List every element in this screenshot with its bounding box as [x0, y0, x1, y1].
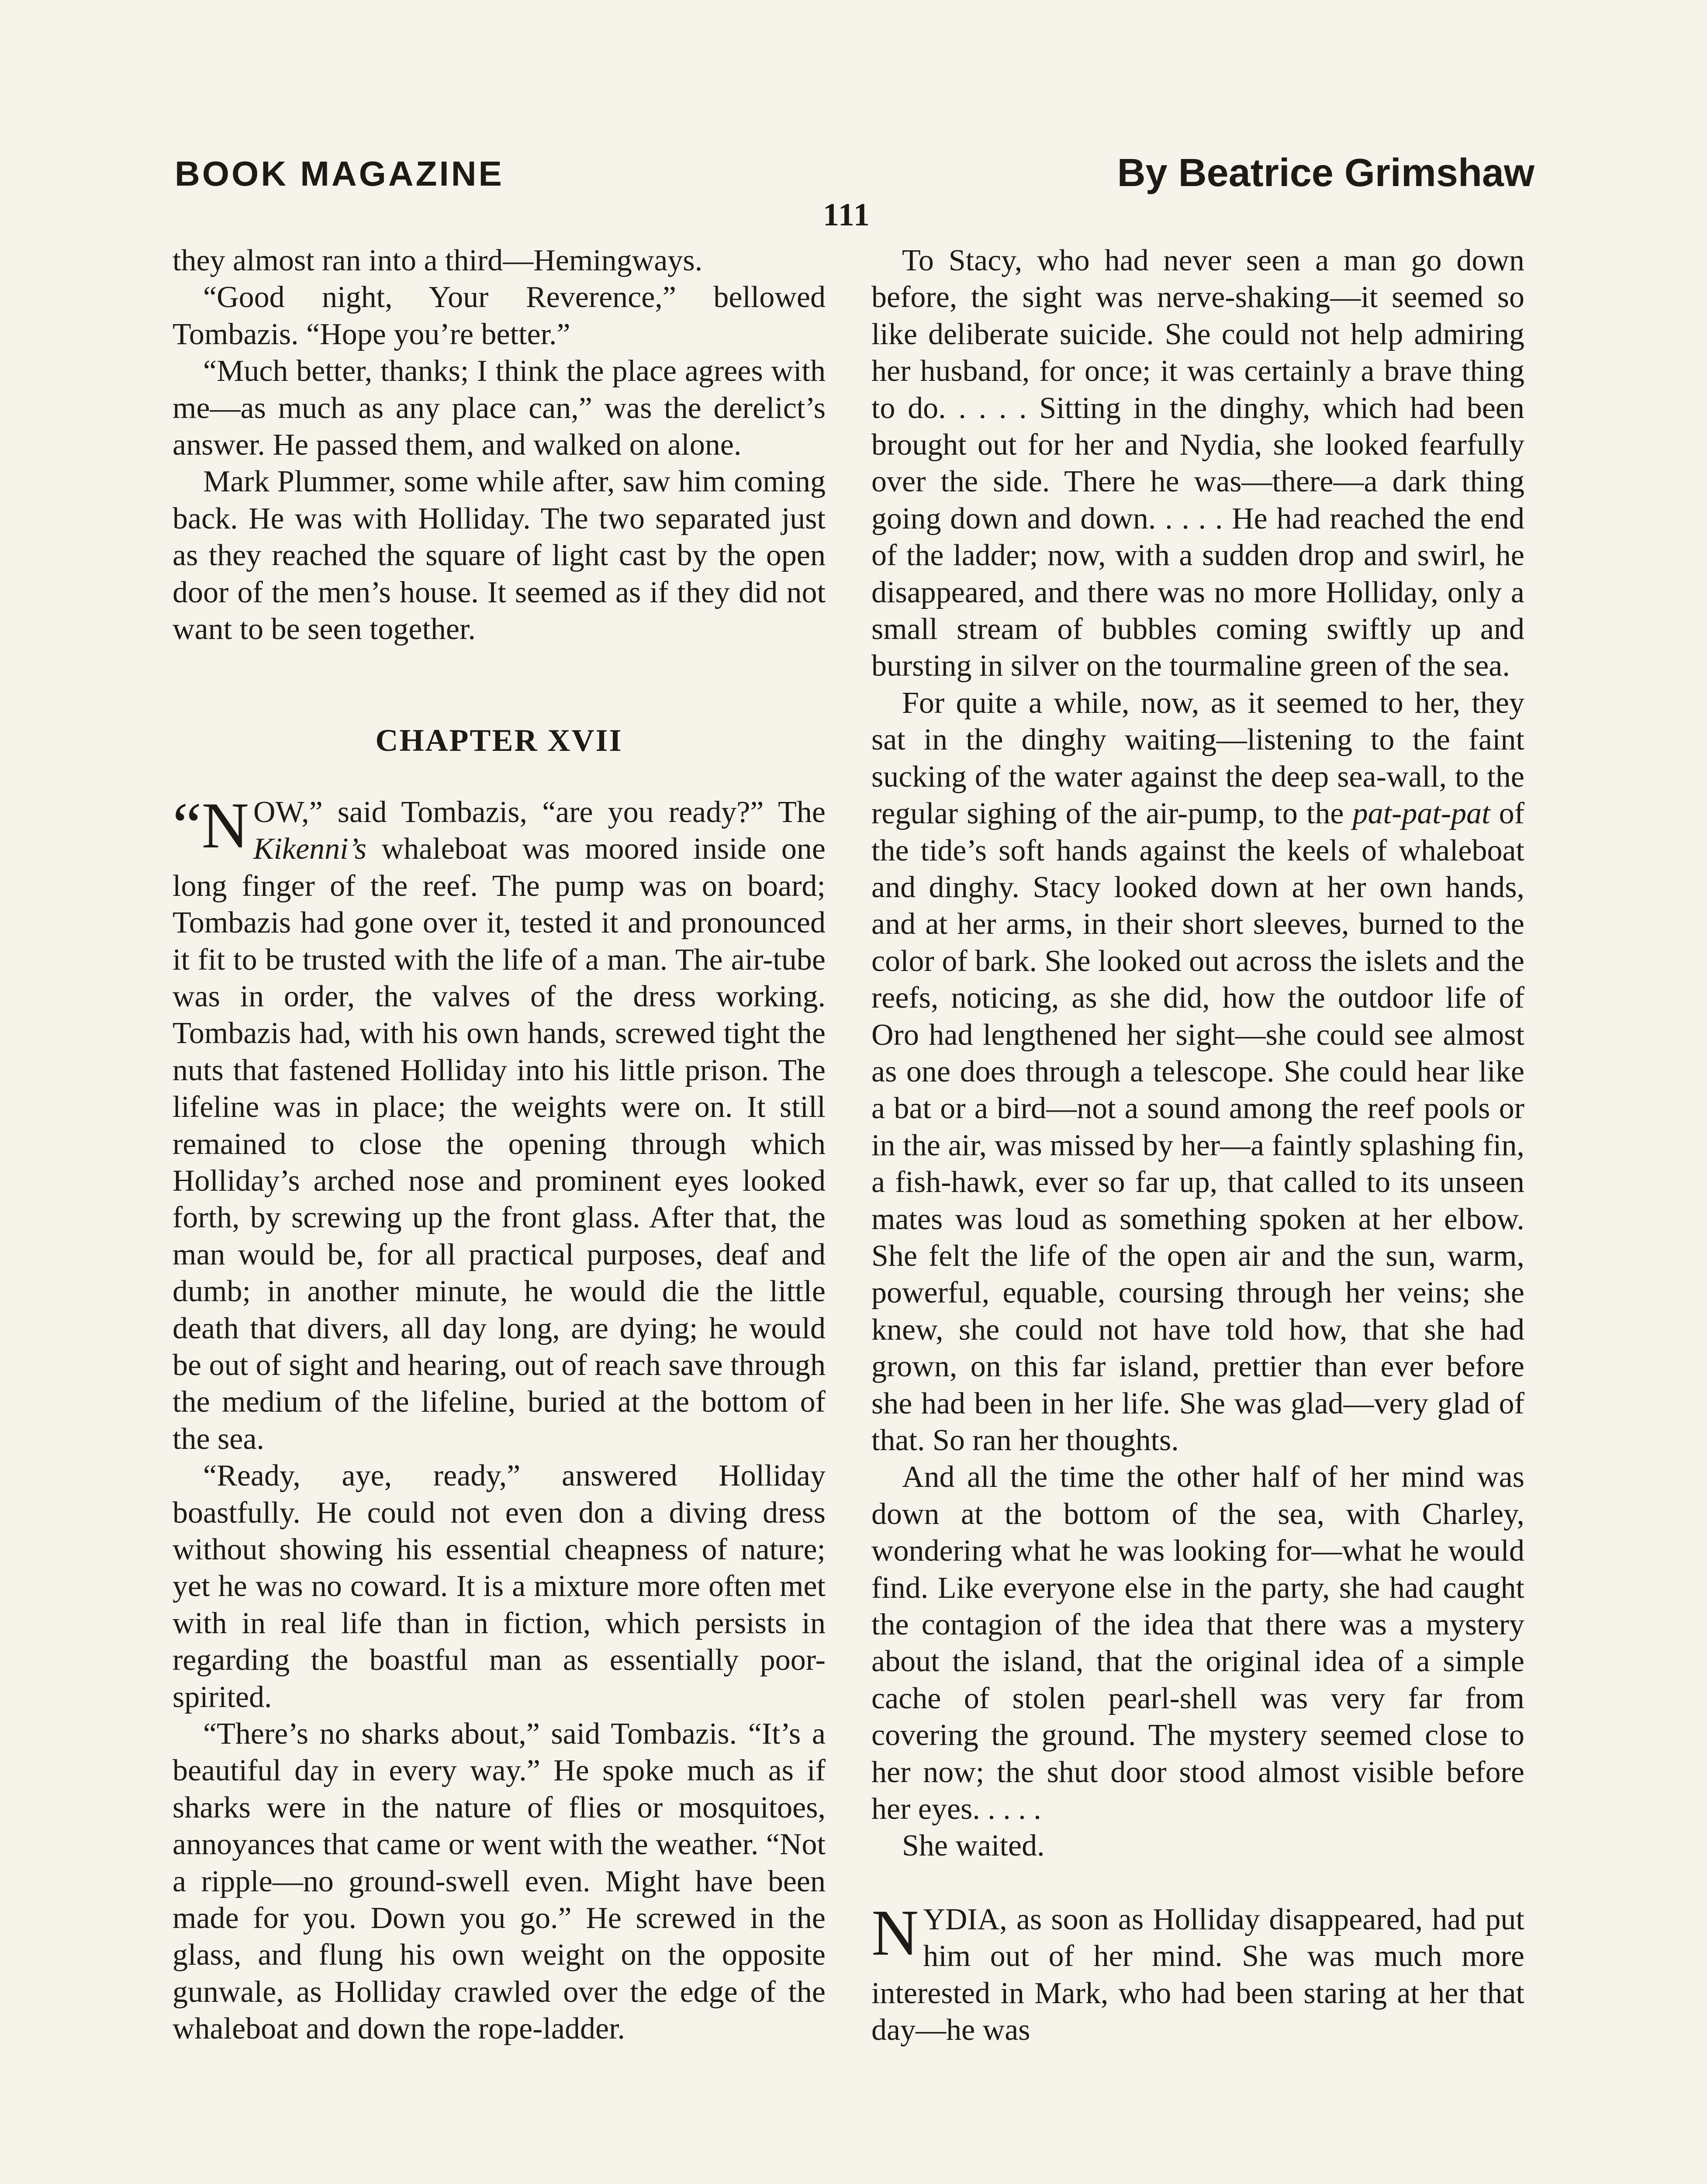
chapter-heading: CHAPTER XVII	[375, 723, 623, 758]
magazine-title: BOOK MAGAZINE	[175, 154, 504, 193]
chapter-opening-paragraph	[173, 789, 826, 1458]
page-number: 111	[823, 197, 871, 233]
paragraph: She waited.	[902, 1829, 1045, 1863]
paragraph-rest: whaleboat was moored inside one long finger of the reef. The pump was on board; Tombazis had gone over it, tested it and pronounced it fit to be trusted with the life of a man. The air-tube was in order, the valves of the dress working. Tombazis had, with his own hands, screwed tight the nuts that fastened Holliday into his little prison. The lifeline was in place; the weights were on. It still remained to close the opening through which Holliday’s arched nose and prominent eyes looked forth, by screwing up the front glass. After that, the man would be, for all practical purposes, deaf and dumb; in another minute, he would die the little death that divers, all day long, are dying; he would be out of sight and hearing, out of reach save through the medium of the lifeline, buried at the bottom of the sea.	[173, 832, 826, 1456]
author-byline: By Beatrice Grimshaw	[1117, 151, 1534, 195]
paragraph: “There’s no sharks about,” said Tombazis. “It’s a beautiful day in every way.” He spoke much as if sharks were in the nature of flies or mosquitoes, annoyances that came or went with the weather. “Not a ripple—no ground-swell even. Might have been made for you. Down you go.” He screwed in the glass, and flung his own weight on the opposite gunwale, as Holliday crawled over the edge of the whaleboat and down the rope-ladder.	[173, 1717, 826, 2046]
drop-cap	[173, 789, 249, 862]
paragraph: “Much better, thanks; I think the place agrees with me—as much as any place can,” was the derelict’s answer. He passed them, and walked on alone.	[173, 354, 826, 462]
right-column	[871, 242, 1524, 2049]
paragraph: “Good night, Your Reverence,” bellowed Tombazis. “Hope you’re better.”	[173, 280, 826, 351]
paragraph: Mark Plummer, some while after, saw him coming back. He was with Holliday. The two separated just as they reached the square of light cast by the open door of the men’s house. It seemed as if they did not want to be seen together.	[173, 465, 826, 646]
paragraph: “Ready, aye, ready,” answered Holliday boastfully. He could not even don a diving dress without showing his essential cheapness of nature; yet he was no coward. It is a mixture more often met with in real life than in fiction, which persists in regarding the boastful man as essentially poor-spirited.	[173, 1459, 826, 1714]
paragraph-text: YDIA, as soon as Holliday disappeared, had put him out of her mind. She was much more interested in Mark, who had been staring at her that day—he was	[871, 1902, 1524, 2047]
paragraph: they almost ran into a third—Hemingways.	[173, 244, 703, 277]
paragraph-text: For quite a while, now, as it seemed to her, they sat in the dinghy waiting—listening to the faint sucking of the water against the deep sea-wall, to the regular sighing of the air-pump, to the	[871, 686, 1524, 831]
opening-quote: “	[173, 789, 202, 862]
paragraph: And all the time the other half of her mind was down at the bottom of the sea, with Charley, wondering what he was looking for—what he would find. Like everyone else in the party, she had caught the contagion of the idea that there was a mystery about the island, that the original idea of a simple cache of stolen pearl-shell was very far from covering the ground. The mystery seemed close to her now; the shut door stood almost visible before her eyes. . . . .	[871, 1460, 1524, 1826]
italic-phrase: pat-pat-pat	[1352, 797, 1490, 831]
drop-cap-letter: N	[871, 1896, 919, 1969]
section-opening-paragraph	[871, 1896, 1524, 2049]
paragraph	[871, 685, 1524, 1459]
left-column	[173, 242, 826, 2048]
ship-name: Kikenni’s	[253, 832, 367, 866]
paragraph-text: of the tide’s soft hands against the keels of whaleboat and dinghy. Stacy looked down at her own hands, and at her arms, in their short sleeves, burned to the color of bark. She looked out across the islets and the reefs, noticing, as she did, how the outdoor life of Oro had lengthened her sight—she could see almost as one does through a telescope. She could hear like a bat or a bird—not a sound among the reef pools or in the air, was missed by her—a faintly splashing fin, a fish-hawk, ever so far up, that called to its unseen mates was loud as something spoken at her elbow. She felt the life of the open air and the sun, warm, powerful, equable, coursing through her veins; she knew, she could not have told how, that she had grown, on this far island, prettier than ever before she had been in her life. She was glad—very glad of that. So ran her thoughts.	[871, 797, 1524, 1457]
paragraph: To Stacy, who had never seen a man go down before, the sight was nerve-shaking—it seemed so like deliberate suicide. She could not help admiring her husband, for once; it was certainly a brave thing to do. . . . . Sitting in the dinghy, which had been brought out for her and Nydia, she looked fearfully over the side. There he was—there—a dark thing going down and down. . . . . He had reached the end of the ladder; now, with a sudden drop and swirl, he disappeared, and there was no more Holliday, only a small stream of bubbles coming swiftly up and bursting in silver on the tourmaline green of the sea.	[871, 244, 1524, 683]
paragraph-lead: OW,” said Tombazis, “are you ready?” The	[253, 795, 826, 829]
drop-cap-letter: N	[201, 789, 249, 862]
